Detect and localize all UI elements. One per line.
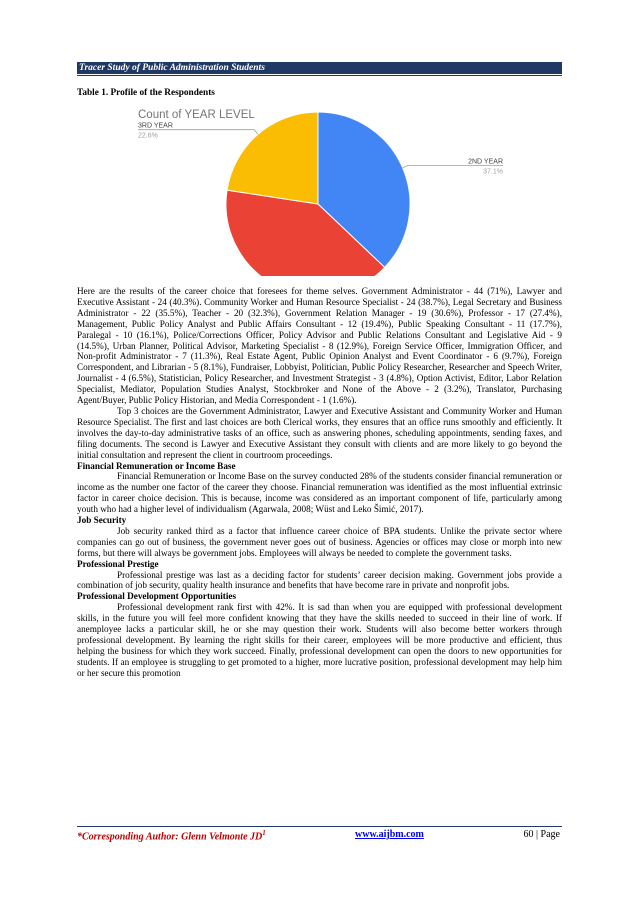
pie-value-label: 22.6%	[138, 132, 158, 140]
section-heading-financial: Financial Remuneration or Income Base	[77, 460, 236, 471]
pie-leader-line	[403, 165, 503, 167]
job-security-paragraph: Job security ranked third as a factor that influence career choice of BPA students. Unlike the private sector where companies can go out of business, the government never goes out of business. Agencies or offices may close or morph into new forms, but there will always be government jobs. Employees will always be needed to complete the government tasks.	[77, 525, 562, 558]
section-heading-development: Professional Development Opportunities	[77, 591, 237, 602]
page-footer	[77, 829, 562, 842]
career-results-paragraph: Here are the results of the career choice that foresees for theme selves. Government Administrator - 44 (71%), Lawyer and Executive Assistant - 24 (40.3%). Community Worker and Human Resource Specialist - 24 (38.7%), Legal Secretary and Business Administrator - 22 (35.5%), Teacher - 20 (32.3%), Government Relation Manager - 19 (30.6%), Professor - 17 (27.4%), Management, Public Policy Analyst and Public Affairs Consultant - 12 (19.4%), Public Speaking Consultant - 11 (17.7%), Paralegal - 10 (16.1%), Police/Corrections Officer, Policy Advisor and Public Relations Consultant and Legislative Aid - 9 (14.5%), Urban Planner, Political Advisor, Marketing Specialist - 8 (12.9%), Foreign Service Officer, Immigration Officer, and Non-profit Administrator - 7 (11.3%), Real Estate Agent, Public Opinion Analyst and Event Coordinator - 6 (9.7%), Foreign Correspondent, and Librarian - 5 (8.1%), Fundraiser, Lobbyist, Politician, Public Policy Researcher, Researcher and Speech Writer, Journalist - 4 (6.5%), Statistician, Policy Researcher, and Investment Strategist - 3 (4.8%), Option Activist, Editor, Labor Relation Specialist, Mediator, Population Studies Analyst, Stockbroker and None of the Above - 2 (3.2%), Translator, Purchasing Agent/Buyer, Public Policy Historian, and Media Correspondent - 1 (1.6%).	[77, 286, 562, 406]
prestige-paragraph: Professional prestige was last as a deciding factor for students’ career decision making. Government jobs provide a combination of job security, quality health insurance and benefits that have become rare in private and nonprofit jobs.	[77, 569, 562, 591]
journal-header: Tracer Study of Public Administration Students	[77, 62, 562, 74]
financial-paragraph: Financial Remuneration or Income Base on the survey conducted 28% of the students consider financial remuneration or income as the number one factor of the career they choose. Financial remuneration was identified as the most influential extrinsic factor in career choice decision. This is because, income was considered as an important component of life, particularly among youth who had a higher level of individualism (Agarwala, 2008; Wüst and Leko Šimić, 2017).	[77, 471, 562, 515]
pie-label: 2ND YEAR	[468, 158, 503, 166]
page-number: 60 | Page	[523, 829, 560, 840]
footer-rule	[77, 826, 562, 827]
website-link[interactable]: www.aijbm.com	[355, 829, 424, 840]
top-choices-paragraph: Top 3 choices are the Government Administrator, Lawyer and Executive Assistant and Community Worker and Human Resource Specialist. The first and last choices are both Clerical works, they ensures that an office runs smoothly and efficiently. It involves the day-to-day administrative tasks of an office, such as answering phones, scheduling appointments, sending faxes, and filing documents. The second is Lawyer and Executive Assistant they consult with clients and are more likely to go beyond the initial consultation and represent the client in courtroom proceedings.	[77, 405, 562, 460]
pie-value-label: 37.1%	[483, 168, 503, 176]
header-rule	[77, 75, 562, 76]
pie-slice-3rd-year	[227, 112, 318, 204]
table-title: Table 1. Profile of the Respondents	[77, 88, 215, 98]
pie-label: 3RD YEAR	[138, 122, 173, 130]
year-level-pie-chart	[133, 104, 513, 276]
article-body	[77, 286, 562, 679]
chart-title: Count of YEAR LEVEL	[138, 109, 255, 121]
section-heading-prestige: Professional Prestige	[77, 558, 159, 569]
corresponding-author: *Corresponding Author: Glenn Velmonte $JD^1$	[77, 829, 266, 843]
section-heading-job-security: Job Security	[77, 515, 127, 526]
development-paragraph: Professional development rank first with 42%. It is sad than when you are equipped with professional development skills, in the future you will feel more confident knowing that they have the skills needed to succeed in their line of work. If anemployee lacks a particular skill, he or she may question their work. Students will also become better workers through professional development. By learning the right skills for their career, employees will be more productive and efficient, thus helping the business for which they work succeed. Finally, professional development can open the doors to new opportunities for students. If an employee is struggling to get promoted to a higher, more lucrative position, professional development may help him or her secure this promotion	[77, 602, 562, 678]
